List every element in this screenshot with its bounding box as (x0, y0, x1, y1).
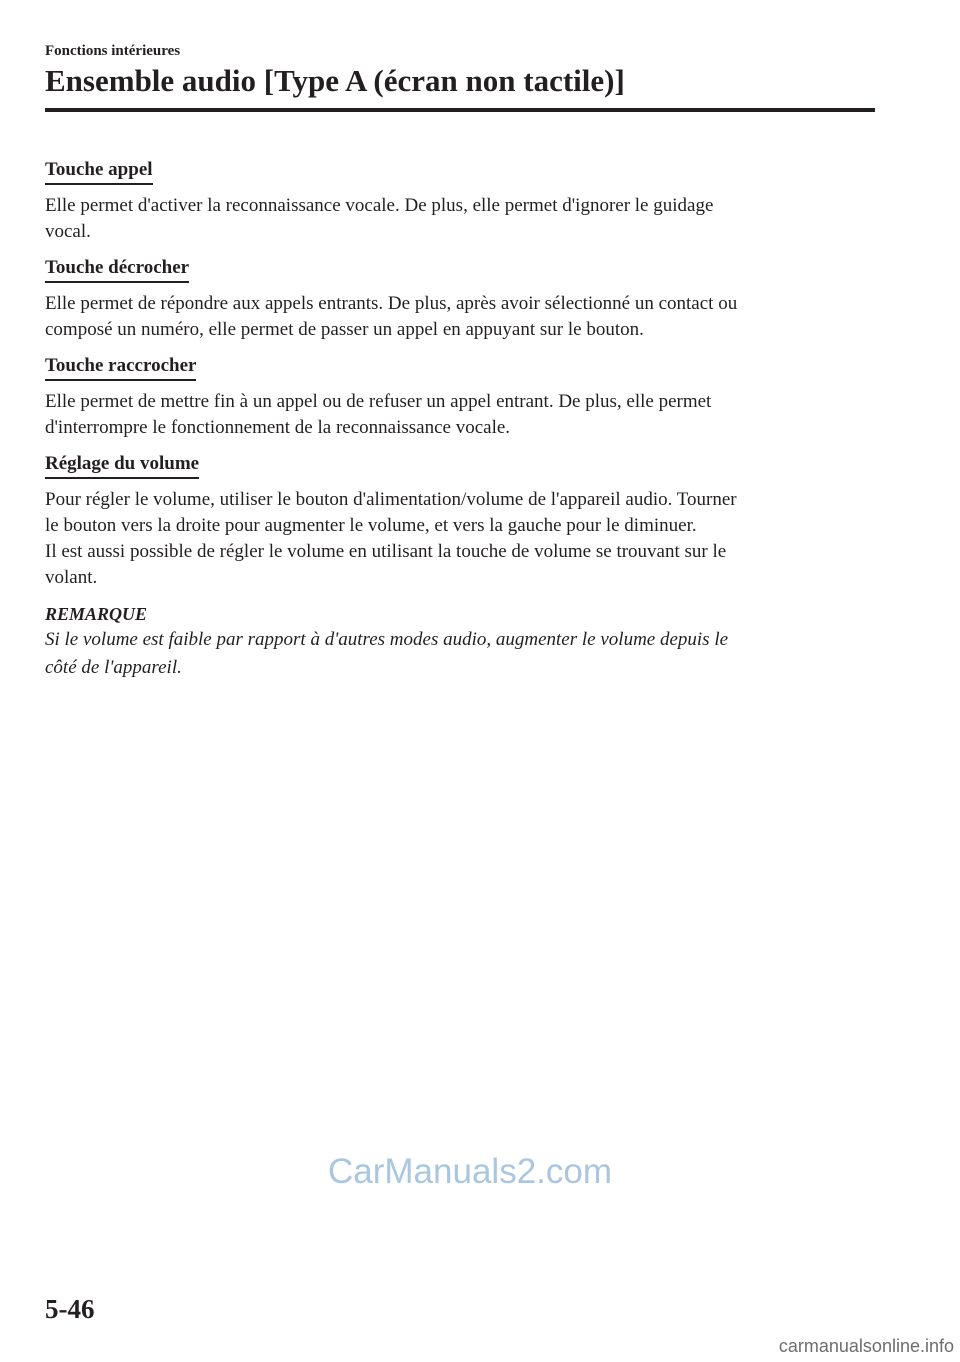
section-reglage-volume (45, 452, 875, 591)
section-paragraph (45, 487, 875, 591)
paragraph-line: d'interrompre le fonctionnement de la reconnaissance vocale. (45, 417, 511, 438)
paragraph-line: Pour régler le volume, utiliser le bouton d'alimentation/volume de l'appareil audio. Tourner (45, 489, 737, 510)
section-paragraph (45, 193, 875, 245)
section-touche-raccrocher (45, 354, 875, 441)
page-number: 5-46 (45, 1294, 95, 1324)
paragraph-line: le bouton vers la droite pour augmenter le volume, et vers la gauche pour le diminuer. (45, 515, 697, 536)
section-touche-decrocher (45, 256, 875, 343)
note-title: REMARQUE (45, 604, 148, 624)
section-touche-appel (45, 158, 875, 245)
section-heading: Réglage du volume (45, 452, 199, 479)
section-heading: Touche décrocher (45, 256, 189, 283)
section-paragraph (45, 291, 875, 343)
main-content (45, 158, 875, 682)
note-block (45, 602, 875, 682)
section-label: Fonctions intérieures (45, 43, 181, 59)
carmanuals-watermark: CarManuals2.com (328, 1152, 612, 1191)
source-watermark: carmanualsonline.info (778, 1336, 954, 1356)
note-body (45, 626, 875, 682)
paragraph-line: vocal. (45, 221, 91, 242)
header-divider (45, 108, 875, 112)
section-heading: Touche appel (45, 158, 153, 185)
paragraph-line: composé un numéro, elle permet de passer un appel en appuyant sur le bouton. (45, 319, 644, 340)
paragraph-line: Elle permet d'activer la reconnaissance vocale. De plus, elle permet d'ignorer le guidage (45, 195, 714, 216)
paragraph-line: Il est aussi possible de régler le volume en utilisant la touche de volume se trouvant sur le (45, 541, 727, 562)
note-line: Si le volume est faible par rapport à d'autres modes audio, augmenter le volume depuis le (45, 629, 729, 650)
paragraph-line: volant. (45, 567, 98, 588)
section-paragraph (45, 389, 875, 441)
page-title: Ensemble audio [Type A (écran non tactile)] (45, 63, 625, 98)
section-heading: Touche raccrocher (45, 354, 196, 381)
paragraph-line: Elle permet de mettre fin à un appel ou de refuser un appel entrant. De plus, elle permet (45, 391, 712, 412)
note-line: côté de l'appareil. (45, 657, 182, 678)
paragraph-line: Elle permet de répondre aux appels entrants. De plus, après avoir sélectionné un contact ou (45, 293, 738, 314)
